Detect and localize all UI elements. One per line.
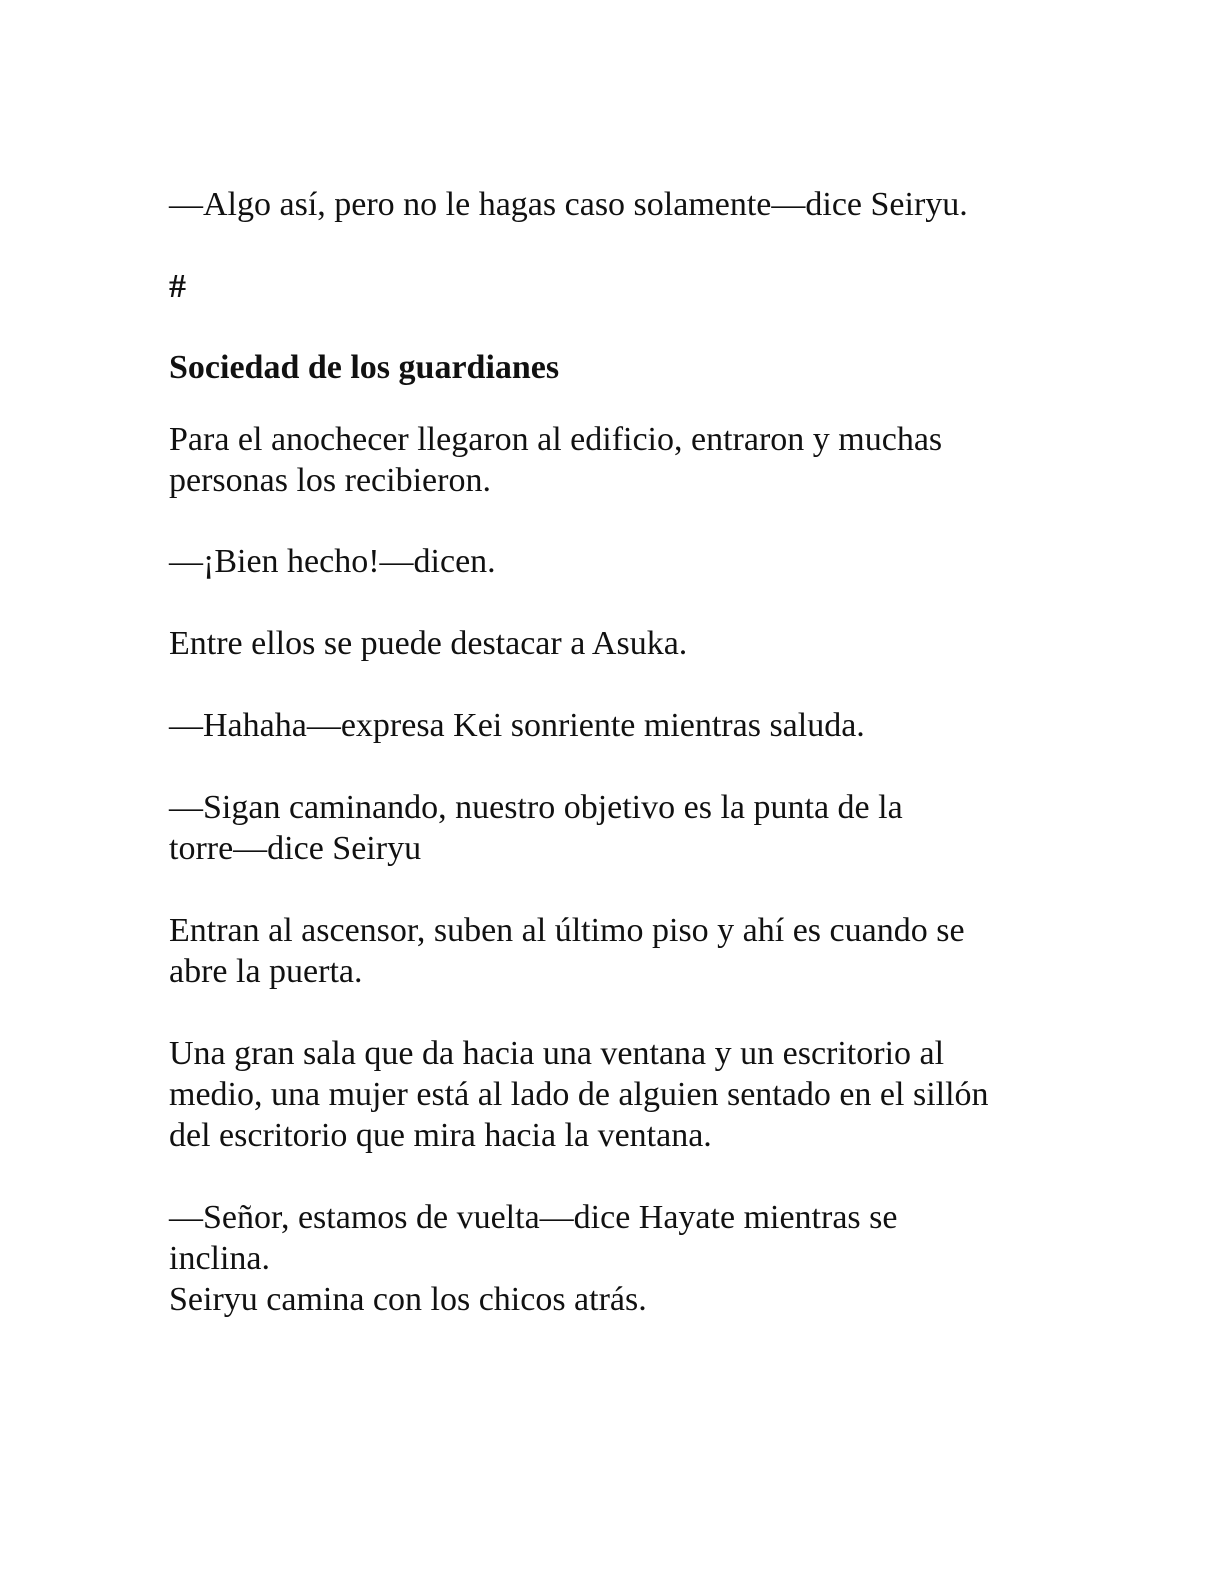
dialogue-paragraph: —Sigan caminando, nuestro objetivo es la punta de la torre—dice Seiryu (169, 789, 903, 867)
section-heading: Sociedad de los guardianes (169, 349, 560, 386)
dialogue-paragraph: —¡Bien hecho!—dicen. (169, 543, 496, 580)
section-separator: # (169, 268, 186, 305)
narrative-paragraph: Entre ellos se puede destacar a Asuka. (169, 625, 688, 662)
narrative-paragraph: Para el anochecer llegaron al edificio, entraron y muchas personas los recibieron. (169, 421, 943, 499)
narrative-paragraph: Una gran sala que da hacia una ventana y un escritorio al medio, una mujer está al lado de alguien sentado en el sillón del escritorio que mira hacia la ventana. (169, 1035, 989, 1154)
dialogue-paragraph: —Señor, estamos de vuelta—dice Hayate mientras se inclina. Seiryu camina con los chicos atrás. (169, 1199, 898, 1318)
dialogue-paragraph: —Algo así, pero no le hagas caso solamente—dice Seiryu. (169, 186, 968, 223)
narrative-paragraph: Entran al ascensor, suben al último piso y ahí es cuando se abre la puerta. (169, 912, 965, 990)
dialogue-paragraph: —Hahaha—expresa Kei sonriente mientras saluda. (169, 707, 865, 744)
